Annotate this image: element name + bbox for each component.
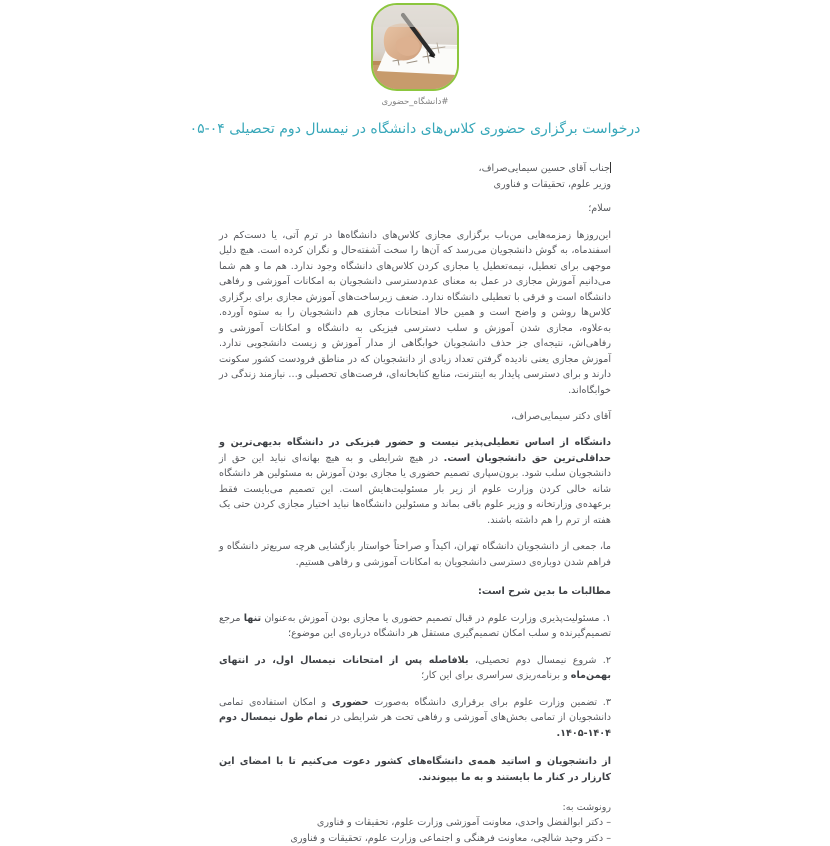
demand-text-pre: مسئولیت‌پذیری وزارت علوم در قبال تصمیم حضوری یا مجازی بودن آموزش به‌عنوان [264,612,600,624]
cc-block [219,800,611,846]
text-caret [610,162,611,173]
demand-text-bold-2: تمام طول نیمسال دوم ۱۴۰۴-۱۴۰۵. [219,712,611,739]
letter-body [219,161,611,846]
demand-text-post: مرجع تصمیم‌گیرنده و سلب امکان تصمیم‌گیری مستقل هر دانشگاه درباره‌ی این موضوع؛ [219,612,611,640]
paragraph-1: این‌روزها زمزمه‌هایی من‌باب برگزاری مجازی کلاس‌های دانشگاه‌ها در ترم آتی، یا دست‌کم در اسفندماه، به گوش دانشجویان می‌رسد که آن‌ها را سخت آشفته‌حال و نگران کرده است. هیچ دلیل موجهی برای تعطیل، نیمه‌تعطیل یا مجازی کردن کلاس‌های دانشگاه وجود ندارد. هم ما و هم شما می‌دانیم آموزش مجازی در عمل به معنای عدم‌دسترسی دانشجویان به امکانات آموزشی و رفاهی دانشگاه است و فرقی با تعطیلی دانشگاه ندارد. ضعف زیرساخت‌های آموزش مجازی برای برگزاری کلاس‌ها روشن و واضح است و همین حالا امتحانات مجازی هم دانشجویان را به ستوه آورده. به‌علاوه، مجازی شدن آموزش و سلب دسترسی فیزیکی به دانشگاه و امکانات آموزشی و رفاهی‌اش، نتیجه‌ای جز حذف دانشجویان خوابگاهی از مدار آموزش و زیست دانشجویی ندارد. آموزش مجازی یعنی نادیده گرفتن تعداد زیادی از دانشجویان که در مناطق فرودست کشور سکونت دارند و برای دسترسی پایدار به اینترنت، منابع کتابخانه‌ای، فرصت‌های تحصیلی و… نیازمند زندگی در خوابگاه‌اند. [219,229,611,396]
paragraph-2-lead: دانشگاه از اساس تعطیلی‌پذیر نیست و حضور فیزیکی در دانشگاه بدیهی‌ترین و حداقلی‌ترین حق دانشجویان است. [219,436,611,464]
demands-list [219,611,611,742]
list-item [219,653,611,684]
list-item [219,695,611,742]
demands-heading: مطالبات ما بدین شرح است: [478,586,611,598]
demand-text-pre: شروع نیمسال دوم تحصیلی، [474,654,597,666]
call-to-action: از دانشجویان و اساتید همه‌ی دانشگاه‌های کشور دعوت می‌کنیم تا با امضای این کارزار در کنار ما بایستند و به ما بپیوندند. [219,756,611,783]
hand-writing-icon [373,5,457,89]
addressee-name: جناب آقای حسین سیمایی‌صراف، [478,163,610,174]
demand-text-post: و امکان استفاده‌ی تمامی دانشجویان از تمامی بخش‌های آموزشی و رفاهی تحت هر شرایطی در [219,696,611,724]
addressee-role: وزیر علوم، تحقیقات و فناوری [493,178,611,190]
addressee-second-mention: آقای دکتر سیمایی‌صراف، [510,411,611,423]
paragraph-3: ما، جمعی از دانشجویان دانشگاه تهران، اکیداً و صراحتاً خواستار بازگشایی هرچه سریع‌تر دانشگاه و فراهم شدن دوباره‌ی دسترسی دانشجویان به امکانات آموزشی و رفاهی هستیم. [219,541,611,568]
demand-text-pre: تضمین وزارت علوم برای برقراری دانشگاه به‌صورت [374,696,598,708]
campaign-hashtag: #دانشگاه_حضوری [381,97,449,107]
greeting: سلام؛ [588,203,611,215]
hero-image-wrapper [0,0,830,91]
demand-number: ۲. [602,654,612,666]
addressee-name-line [219,161,611,177]
demand-text-bold: بلافاصله پس از امتحانات نیمسال اول، در انتهای بهمن‌ماه [219,654,611,682]
cc-item: – دکتر وحید شالچی، معاونت فرهنگی و اجتماعی وزارت علوم، تحقیقات و فناوری [290,832,611,844]
demand-number: ۱. [602,612,611,624]
page-title: درخواست برگزاری حضوری کلاس‌های دانشگاه در نیمسال دوم تحصیلی ۰۴-۰۵ [189,121,641,137]
paragraph-2-rest: در هیچ شرایطی و به هیچ بهانه‌ای نباید این حق از دانشجویان سلب شود. برون‌سپاری تصمیم حضوری یا مجازی بودن آموزش به مسئولین هر دانشگاه شانه خالی کردن وزارت علوم از زیر بار مسئولیت‌هایش است. این تصمیم می‌بایست فقط برعهده‌ی وزارتخانه و وزیر علوم باقی بماند و مسئولین دانشگاه‌ها نباید اختیار مجازی کردن حتی یک هفته از ترم را هم داشته باشند. [219,452,611,526]
demand-text-bold: تنها [243,612,262,624]
list-item [219,611,611,642]
demand-number: ۳. [602,696,611,708]
campaign-photo [371,3,459,91]
cc-heading: رونوشت به: [562,801,611,813]
salutation-block [219,161,611,192]
cc-item: – دکتر ابوالفضل واحدی، معاونت آموزشی وزارت علوم، تحقیقات و فناوری [316,817,611,829]
paragraph-2 [219,435,611,528]
demand-text-bold: حضوری [331,696,369,708]
demand-text-post: و برنامه‌ریزی سراسری برای این کار؛ [421,670,568,682]
